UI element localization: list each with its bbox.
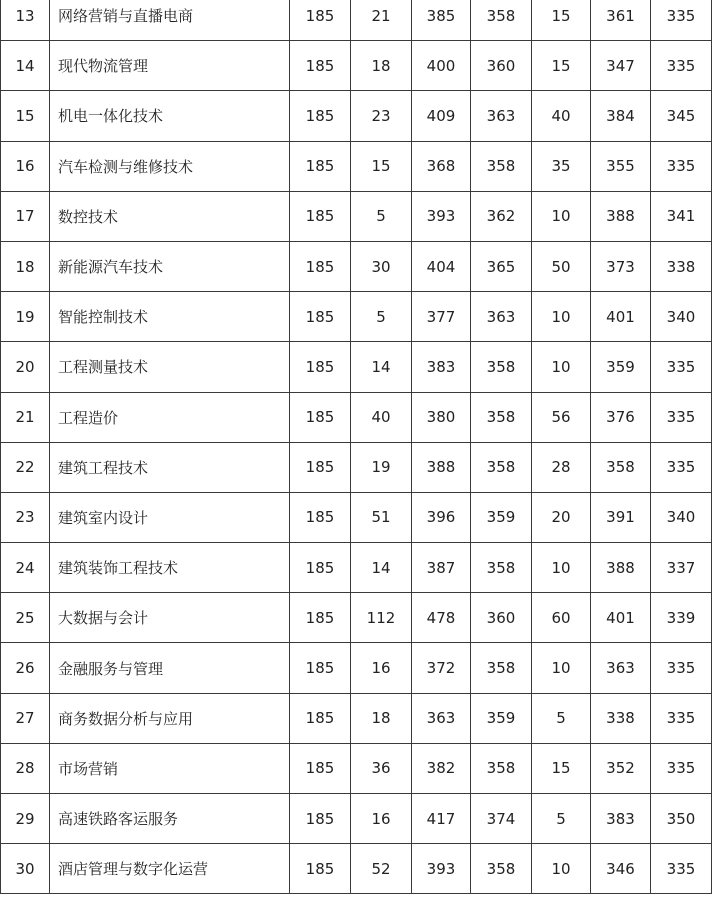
- score-cell: 361: [591, 0, 651, 41]
- row-number-cell: 26: [1, 643, 50, 693]
- score-cell: 358: [471, 141, 532, 191]
- major-name-cell: 建筑室内设计: [50, 492, 290, 542]
- score-cell: 383: [591, 794, 651, 844]
- major-name-cell: 智能控制技术: [50, 292, 290, 342]
- major-name-cell: 工程造价: [50, 392, 290, 442]
- score-cell: 409: [412, 91, 471, 141]
- row-number-cell: 13: [1, 0, 50, 41]
- score-cell: 185: [290, 643, 351, 693]
- score-cell: 10: [532, 342, 591, 392]
- table-row: [1, 794, 712, 844]
- score-cell: 335: [651, 342, 712, 392]
- score-cell: 335: [651, 844, 712, 894]
- row-number-cell: 27: [1, 693, 50, 743]
- score-cell: 21: [351, 0, 412, 41]
- row-number-cell: 28: [1, 743, 50, 793]
- score-cell: 359: [471, 492, 532, 542]
- score-cell: 393: [412, 844, 471, 894]
- score-cell: 16: [351, 794, 412, 844]
- major-name-cell: 汽车检测与维修技术: [50, 141, 290, 191]
- score-cell: 14: [351, 342, 412, 392]
- score-cell: 347: [591, 41, 651, 91]
- row-number-cell: 29: [1, 794, 50, 844]
- table-row: [1, 342, 712, 392]
- score-cell: 396: [412, 492, 471, 542]
- major-name-cell: 新能源汽车技术: [50, 241, 290, 291]
- score-cell: 15: [532, 743, 591, 793]
- row-number-cell: 30: [1, 844, 50, 894]
- score-cell: 35: [532, 141, 591, 191]
- major-name-cell: 数控技术: [50, 191, 290, 241]
- score-cell: 185: [290, 342, 351, 392]
- score-cell: 358: [471, 743, 532, 793]
- score-cell: 40: [532, 91, 591, 141]
- score-cell: 112: [351, 593, 412, 643]
- score-cell: 20: [532, 492, 591, 542]
- score-cell: 15: [351, 141, 412, 191]
- score-cell: 358: [471, 543, 532, 593]
- score-cell: 388: [591, 191, 651, 241]
- score-cell: 338: [651, 241, 712, 291]
- major-name-cell: 大数据与会计: [50, 593, 290, 643]
- score-cell: 352: [591, 743, 651, 793]
- table-row: [1, 241, 712, 291]
- score-cell: 373: [591, 241, 651, 291]
- score-cell: 363: [471, 91, 532, 141]
- score-cell: 185: [290, 693, 351, 743]
- major-name-cell: 金融服务与管理: [50, 643, 290, 693]
- score-cell: 478: [412, 593, 471, 643]
- table-row: [1, 392, 712, 442]
- score-cell: 36: [351, 743, 412, 793]
- score-cell: 341: [651, 191, 712, 241]
- score-cell: 185: [290, 0, 351, 41]
- score-cell: 10: [532, 643, 591, 693]
- table-row: [1, 91, 712, 141]
- score-cell: 380: [412, 392, 471, 442]
- score-cell: 346: [591, 844, 651, 894]
- score-cell: 185: [290, 41, 351, 91]
- score-cell: 368: [412, 141, 471, 191]
- score-cell: 359: [471, 693, 532, 743]
- score-cell: 363: [471, 292, 532, 342]
- score-cell: 391: [591, 492, 651, 542]
- score-cell: 56: [532, 392, 591, 442]
- score-cell: 335: [651, 743, 712, 793]
- row-number-cell: 23: [1, 492, 50, 542]
- score-cell: 10: [532, 191, 591, 241]
- score-cell: 30: [351, 241, 412, 291]
- score-cell: 404: [412, 241, 471, 291]
- score-cell: 388: [591, 543, 651, 593]
- score-cell: 16: [351, 643, 412, 693]
- score-cell: 335: [651, 442, 712, 492]
- table-row: [1, 442, 712, 492]
- table-row: [1, 844, 712, 894]
- score-cell: 363: [591, 643, 651, 693]
- row-number-cell: 20: [1, 342, 50, 392]
- major-name-cell: 建筑装饰工程技术: [50, 543, 290, 593]
- score-cell: 335: [651, 41, 712, 91]
- table-row: [1, 743, 712, 793]
- row-number-cell: 25: [1, 593, 50, 643]
- score-cell: 18: [351, 693, 412, 743]
- score-cell: 50: [532, 241, 591, 291]
- score-cell: 185: [290, 392, 351, 442]
- score-cell: 23: [351, 91, 412, 141]
- major-name-cell: 高速铁路客运服务: [50, 794, 290, 844]
- score-cell: 417: [412, 794, 471, 844]
- score-cell: 5: [351, 292, 412, 342]
- score-cell: 376: [591, 392, 651, 442]
- score-cell: 185: [290, 141, 351, 191]
- score-cell: 185: [290, 241, 351, 291]
- score-cell: 360: [471, 41, 532, 91]
- score-cell: 185: [290, 543, 351, 593]
- table-row: [1, 643, 712, 693]
- row-number-cell: 22: [1, 442, 50, 492]
- score-cell: 185: [290, 492, 351, 542]
- score-cell: 14: [351, 543, 412, 593]
- score-cell: 400: [412, 41, 471, 91]
- score-cell: 384: [591, 91, 651, 141]
- score-cell: 185: [290, 91, 351, 141]
- row-number-cell: 17: [1, 191, 50, 241]
- major-name-cell: 网络营销与直播电商: [50, 0, 290, 41]
- score-cell: 358: [471, 342, 532, 392]
- table-row: [1, 0, 712, 41]
- score-cell: 393: [412, 191, 471, 241]
- score-cell: 388: [412, 442, 471, 492]
- score-cell: 52: [351, 844, 412, 894]
- score-cell: 15: [532, 0, 591, 41]
- score-cell: 335: [651, 693, 712, 743]
- score-cell: 19: [351, 442, 412, 492]
- score-cell: 335: [651, 392, 712, 442]
- table-row: [1, 292, 712, 342]
- score-cell: 360: [471, 593, 532, 643]
- score-cell: 185: [290, 593, 351, 643]
- score-cell: 51: [351, 492, 412, 542]
- score-cell: 185: [290, 794, 351, 844]
- score-cell: 345: [651, 91, 712, 141]
- table-row: [1, 693, 712, 743]
- score-cell: 337: [651, 543, 712, 593]
- row-number-cell: 16: [1, 141, 50, 191]
- row-number-cell: 18: [1, 241, 50, 291]
- table-row: [1, 41, 712, 91]
- row-number-cell: 24: [1, 543, 50, 593]
- score-cell: 358: [471, 643, 532, 693]
- table-row: [1, 492, 712, 542]
- score-cell: 185: [290, 191, 351, 241]
- score-cell: 355: [591, 141, 651, 191]
- score-cell: 377: [412, 292, 471, 342]
- score-cell: 401: [591, 292, 651, 342]
- score-cell: 10: [532, 844, 591, 894]
- major-name-cell: 商务数据分析与应用: [50, 693, 290, 743]
- major-name-cell: 机电一体化技术: [50, 91, 290, 141]
- score-cell: 401: [591, 593, 651, 643]
- score-cell: 385: [412, 0, 471, 41]
- row-number-cell: 14: [1, 41, 50, 91]
- score-cell: 362: [471, 191, 532, 241]
- score-cell: 10: [532, 292, 591, 342]
- score-cell: 372: [412, 643, 471, 693]
- score-cell: 335: [651, 643, 712, 693]
- major-name-cell: 现代物流管理: [50, 41, 290, 91]
- row-number-cell: 21: [1, 392, 50, 442]
- score-cell: 382: [412, 743, 471, 793]
- score-cell: 358: [471, 442, 532, 492]
- score-cell: 358: [471, 392, 532, 442]
- score-cell: 363: [412, 693, 471, 743]
- score-cell: 60: [532, 593, 591, 643]
- score-cell: 185: [290, 844, 351, 894]
- table-row: [1, 141, 712, 191]
- score-cell: 358: [471, 844, 532, 894]
- score-cell: 5: [532, 693, 591, 743]
- major-name-cell: 市场营销: [50, 743, 290, 793]
- score-cell: 365: [471, 241, 532, 291]
- score-cell: 335: [651, 141, 712, 191]
- major-name-cell: 酒店管理与数字化运营: [50, 844, 290, 894]
- score-cell: 335: [651, 0, 712, 41]
- score-cell: 185: [290, 292, 351, 342]
- major-name-cell: 建筑工程技术: [50, 442, 290, 492]
- table-row: [1, 191, 712, 241]
- score-cell: 340: [651, 292, 712, 342]
- score-cell: 5: [351, 191, 412, 241]
- score-cell: 10: [532, 543, 591, 593]
- table-row: [1, 593, 712, 643]
- row-number-cell: 15: [1, 91, 50, 141]
- score-cell: 340: [651, 492, 712, 542]
- score-cell: 338: [591, 693, 651, 743]
- score-cell: 387: [412, 543, 471, 593]
- score-cell: 185: [290, 442, 351, 492]
- row-number-cell: 19: [1, 292, 50, 342]
- table-body: [1, 0, 712, 894]
- score-cell: 358: [471, 0, 532, 41]
- table-row: [1, 543, 712, 593]
- score-cell: 28: [532, 442, 591, 492]
- score-cell: 383: [412, 342, 471, 392]
- score-cell: 374: [471, 794, 532, 844]
- score-cell: 359: [591, 342, 651, 392]
- score-cell: 18: [351, 41, 412, 91]
- score-cell: 339: [651, 593, 712, 643]
- score-cell: 15: [532, 41, 591, 91]
- score-cell: 185: [290, 743, 351, 793]
- score-cell: 5: [532, 794, 591, 844]
- score-cell: 350: [651, 794, 712, 844]
- score-cell: 40: [351, 392, 412, 442]
- major-name-cell: 工程测量技术: [50, 342, 290, 392]
- score-cell: 358: [591, 442, 651, 492]
